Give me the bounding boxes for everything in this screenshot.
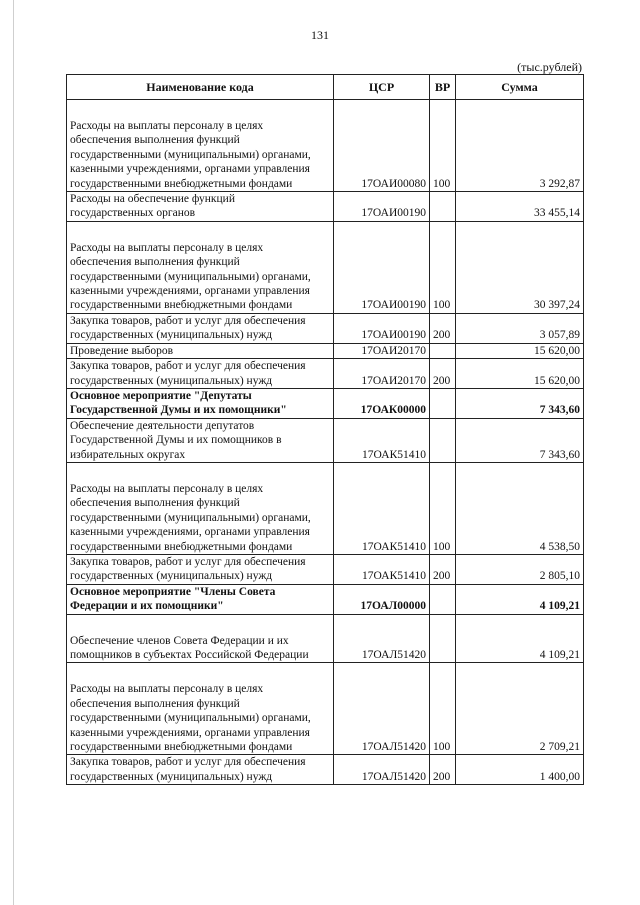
table-row (67, 100, 584, 192)
row-name (67, 359, 334, 389)
row-vr: 100 (430, 462, 456, 554)
row-name-line: Расходы на обеспечение функций (70, 193, 235, 206)
table-row (67, 221, 584, 313)
row-name (67, 418, 334, 462)
row-name (67, 663, 334, 755)
row-vr: 100 (430, 100, 456, 192)
row-vr: 200 (430, 554, 456, 584)
row-vr (430, 614, 456, 663)
row-csr: 17ОАИ00190 (334, 192, 430, 222)
row-csr: 17ОАЛ51420 (334, 663, 430, 755)
row-sum: 2 709,21 (456, 663, 584, 755)
row-name-line: Основное мероприятие "Депутаты (70, 389, 252, 402)
row-csr: 17ОАЛ51420 (334, 755, 430, 785)
row-vr: 200 (430, 313, 456, 343)
row-csr: 17ОАИ20170 (334, 359, 430, 389)
row-sum: 15 620,00 (456, 359, 584, 389)
row-name-line: Закупка товаров, работ и услуг для обеспечения (70, 555, 306, 568)
row-name-line: избирательных округах (70, 448, 186, 461)
row-sum: 4 538,50 (456, 462, 584, 554)
page-edge-line (13, 0, 14, 905)
row-sum: 4 109,21 (456, 584, 584, 614)
row-name-line: обеспечения выполнения функций (70, 697, 240, 710)
row-vr (430, 418, 456, 462)
row-vr (430, 584, 456, 614)
row-name-line: государственных (муниципальных) нужд (70, 770, 273, 783)
row-name-line: Закупка товаров, работ и услуг для обеспечения (70, 360, 306, 373)
row-csr: 17ОАЛ00000 (334, 584, 430, 614)
table-row (67, 755, 584, 785)
row-name (67, 313, 334, 343)
row-name-line: государственными (муниципальными) органами, (70, 270, 311, 283)
row-csr: 17ОАЛ51420 (334, 614, 430, 663)
row-sum: 1 400,00 (456, 755, 584, 785)
row-name-line: казенными учреждениями, органами управления (70, 285, 310, 298)
header-vr: ВР (430, 75, 456, 100)
row-name-line: государственными внебюджетными фондами (70, 540, 293, 553)
row-sum: 2 805,10 (456, 554, 584, 584)
row-csr: 17ОАИ00080 (334, 100, 430, 192)
units-label: (тыс.рублей) (517, 60, 582, 74)
row-sum: 33 455,14 (456, 192, 584, 222)
row-name (67, 192, 334, 222)
table-row (67, 462, 584, 554)
header-csr: ЦСР (334, 75, 430, 100)
row-name-line: обеспечения выполнения функций (70, 256, 240, 269)
row-name (67, 462, 334, 554)
table-row (67, 359, 584, 389)
table-row (67, 663, 584, 755)
row-sum: 3 292,87 (456, 100, 584, 192)
row-sum: 4 109,21 (456, 614, 584, 663)
table-body (67, 100, 584, 785)
row-name-line: государственными (муниципальными) органами, (70, 511, 311, 524)
row-name (67, 388, 334, 418)
row-name-line: Основное мероприятие "Члены Совета (70, 585, 276, 598)
row-sum: 15 620,00 (456, 343, 584, 358)
row-name (67, 100, 334, 192)
row-name-line: Закупка товаров, работ и услуг для обеспечения (70, 756, 306, 769)
row-name (67, 221, 334, 313)
row-name (67, 614, 334, 663)
row-name-line: Государственной Думы и их помощники" (70, 404, 287, 417)
table-row (67, 554, 584, 584)
row-name-line: обеспечения выполнения функций (70, 497, 240, 510)
row-csr: 17ОАК00000 (334, 388, 430, 418)
table-row (67, 313, 584, 343)
row-name-line: Проведение выборов (70, 344, 174, 357)
budget-table (66, 74, 584, 785)
row-name-line: казенными учреждениями, органами управления (70, 726, 310, 739)
row-name-line: помощников в субъектах Российской Федерации (70, 649, 309, 661)
row-name-line: Обеспечение деятельности депутатов (70, 419, 255, 432)
row-name-line: Расходы на выплаты персоналу в целях (70, 120, 264, 132)
row-sum: 3 057,89 (456, 313, 584, 343)
row-name-line: казенными учреждениями, органами управления (70, 526, 310, 539)
row-vr (430, 192, 456, 222)
row-csr: 17ОАИ20170 (334, 343, 430, 358)
row-vr (430, 343, 456, 358)
row-sum: 30 397,24 (456, 221, 584, 313)
row-vr: 100 (430, 221, 456, 313)
row-csr: 17ОАК51410 (334, 418, 430, 462)
row-name-line: государственных (муниципальных) нужд (70, 570, 273, 583)
row-name-line: Расходы на выплаты персоналу в целях (70, 683, 264, 696)
row-name (67, 343, 334, 358)
row-name-line: казенными учреждениями, органами управления (70, 163, 310, 176)
row-csr: 17ОАК51410 (334, 462, 430, 554)
row-name (67, 584, 334, 614)
row-name-line: государственных органов (70, 207, 196, 220)
row-name-line: государственных (муниципальных) нужд (70, 374, 273, 387)
table-row (67, 192, 584, 222)
row-csr: 17ОАИ00190 (334, 313, 430, 343)
row-name-line: государственными внебюджетными фондами (70, 177, 293, 190)
table-row (67, 584, 584, 614)
row-name (67, 755, 334, 785)
header-name: Наименование кода (67, 75, 334, 100)
row-vr: 200 (430, 755, 456, 785)
row-name (67, 554, 334, 584)
table-row (67, 614, 584, 663)
row-vr (430, 388, 456, 418)
row-vr: 100 (430, 663, 456, 755)
row-name-line: Федерации и их помощники" (70, 600, 224, 613)
row-name-line: государственными внебюджетными фондами (70, 299, 293, 312)
row-name-line: Обеспечение членов Совета Федерации и их (70, 634, 289, 647)
header-sum: Сумма (456, 75, 584, 100)
row-name-line: государственных (муниципальных) нужд (70, 329, 273, 342)
row-name-line: государственными (муниципальными) органами, (70, 712, 311, 725)
row-name-line: Закупка товаров, работ и услуг для обеспечения (70, 314, 306, 327)
row-name-line: государственными (муниципальными) органами, (70, 148, 311, 161)
row-name-line: обеспечения выполнения функций (70, 134, 240, 147)
table-header-row (67, 75, 584, 100)
row-sum: 7 343,60 (456, 388, 584, 418)
row-csr: 17ОАК51410 (334, 554, 430, 584)
row-vr: 200 (430, 359, 456, 389)
table-row (67, 418, 584, 462)
row-name-line: Расходы на выплаты персоналу в целях (70, 482, 264, 495)
table-row (67, 343, 584, 358)
page-number: 131 (311, 28, 329, 42)
row-sum: 7 343,60 (456, 418, 584, 462)
table-row (67, 388, 584, 418)
row-name-line: Расходы на выплаты персоналу в целях (70, 241, 264, 254)
row-name-line: Государственной Думы и их помощников в (70, 434, 282, 447)
row-csr: 17ОАИ00190 (334, 221, 430, 313)
row-name-line: государственными внебюджетными фондами (70, 741, 293, 754)
